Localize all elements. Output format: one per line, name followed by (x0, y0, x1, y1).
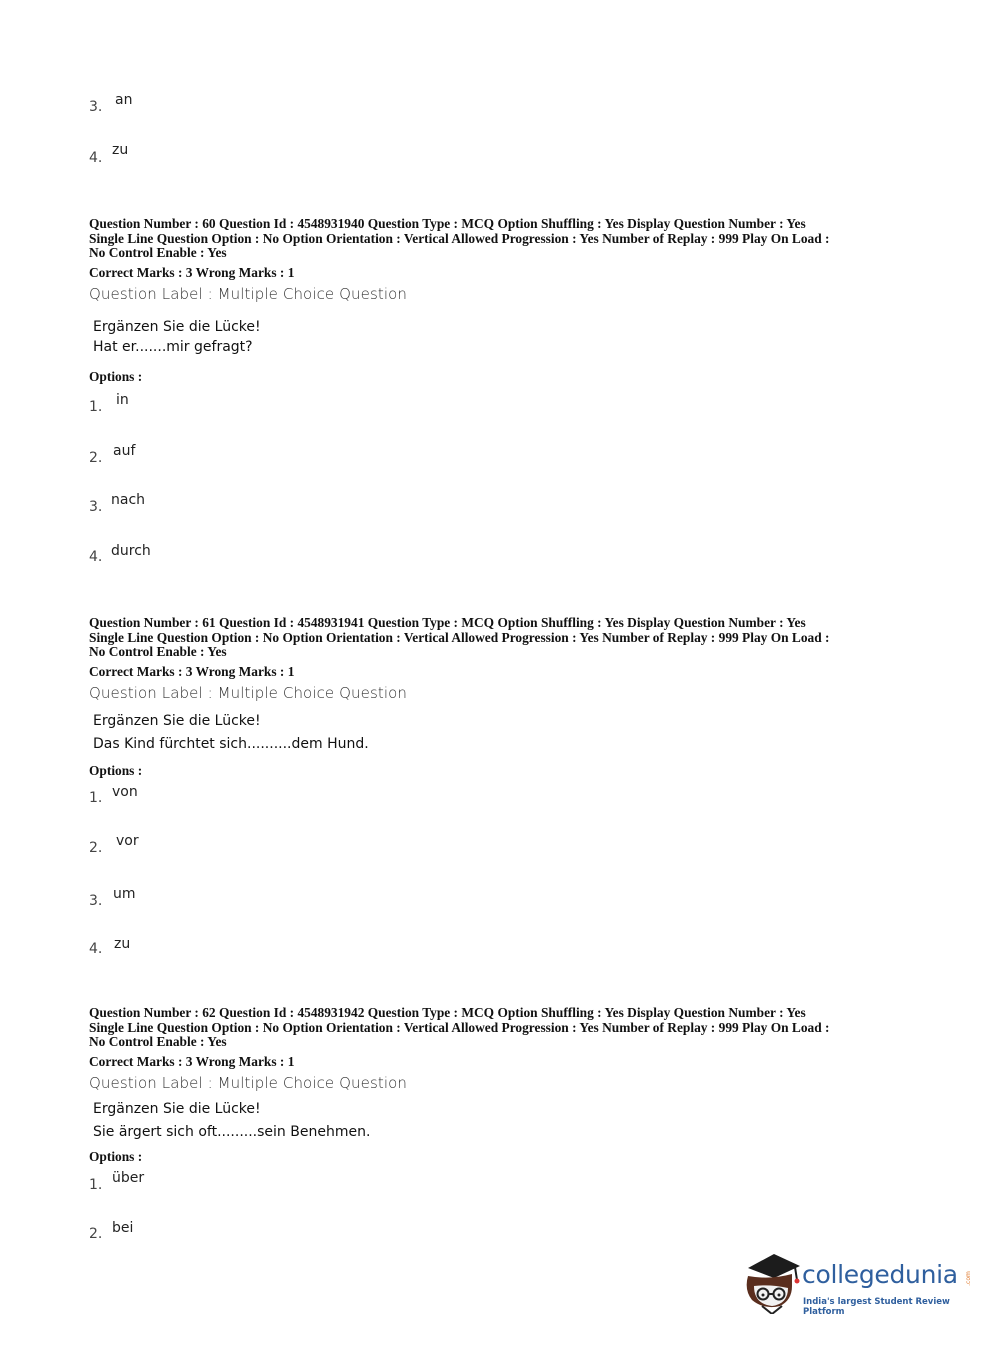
meta-line: No Control Enable : Yes (89, 245, 227, 260)
question-label: Question Label : Multiple Choice Question (89, 1074, 408, 1092)
brand-tagline: India's largest Student Review Platform (803, 1297, 950, 1317)
options-heading: Options : (89, 369, 143, 384)
option-number: 3. (89, 499, 103, 515)
meta-line: Question Number : 62 Question Id : 4548931942 Question Type : MCQ Option Shuffling : Yes Display Question Number : Yes (89, 1005, 806, 1020)
question-label: Question Label : Multiple Choice Question (89, 285, 408, 303)
option-text[interactable]: auf (113, 443, 136, 459)
option-text[interactable]: nach (111, 492, 146, 508)
question-meta (89, 217, 919, 261)
option-text: zu (112, 142, 129, 158)
option-text[interactable]: über (112, 1170, 145, 1186)
question-label: Question Label : Multiple Choice Question (89, 684, 408, 702)
question-text-line: Hat er.......mir gefragt? (93, 339, 253, 355)
question-text (93, 1098, 370, 1144)
question-text-line: Ergänzen Sie die Lücke! (93, 319, 261, 335)
marks-line: Correct Marks : 3 Wrong Marks : 1 (89, 1054, 295, 1069)
question-text-line: Das Kind fürchtet sich..........dem Hund. (93, 736, 369, 752)
meta-line: Single Line Question Option : No Option Orientation : Vertical Allowed Progression : Yes Number of Replay : 999 Play On Load : (89, 629, 830, 645)
meta-line: No Control Enable : Yes (89, 644, 227, 659)
options-heading: Options : (89, 1149, 143, 1164)
question-text-line: Ergänzen Sie die Lücke! (93, 713, 261, 729)
mascot-icon (740, 1250, 802, 1314)
option-number: 1. (89, 1177, 103, 1193)
option-text: an (115, 92, 133, 108)
option-text[interactable]: um (113, 886, 136, 902)
meta-line: Single Line Question Option : No Option Orientation : Vertical Allowed Progression : Yes Number of Replay : 999 Play On Load : (89, 230, 830, 246)
option-number: 2. (89, 1226, 103, 1242)
option-text[interactable]: vor (116, 833, 139, 849)
option-number: 2. (89, 840, 103, 856)
brand-name: collegedunia (802, 1260, 958, 1289)
option-text[interactable]: von (112, 784, 138, 800)
question-text-line: Ergänzen Sie die Lücke! (93, 1101, 261, 1117)
marks-line: Correct Marks : 3 Wrong Marks : 1 (89, 265, 295, 280)
meta-line: No Control Enable : Yes (89, 1034, 227, 1049)
option-text[interactable]: durch (111, 543, 151, 559)
option-text[interactable]: bei (112, 1220, 134, 1236)
option-number: 1. (89, 790, 103, 806)
question-text-line: Sie ärgert sich oft.........sein Benehmen. (93, 1124, 371, 1140)
option-number: 3. (89, 99, 103, 115)
marks-line: Correct Marks : 3 Wrong Marks : 1 (89, 664, 295, 679)
option-text[interactable]: in (116, 392, 129, 408)
meta-line: Question Number : 60 Question Id : 4548931940 Question Type : MCQ Option Shuffling : Yes Display Question Number : Yes (89, 216, 806, 231)
meta-line: Single Line Question Option : No Option Orientation : Vertical Allowed Progression : Yes Number of Replay : 999 Play On Load : (89, 1019, 830, 1035)
option-text[interactable]: zu (114, 936, 131, 952)
option-number: 4. (89, 941, 103, 957)
collegedunia-logo (740, 1250, 970, 1320)
meta-line: Question Number : 61 Question Id : 4548931941 Question Type : MCQ Option Shuffling : Yes Display Question Number : Yes (89, 615, 806, 630)
brand-suffix: .com (964, 1271, 972, 1286)
options-heading: Options : (89, 763, 143, 778)
option-number: 2. (89, 450, 103, 466)
question-meta (89, 1006, 919, 1050)
option-number: 3. (89, 893, 103, 909)
question-meta (89, 616, 919, 660)
question-text (93, 710, 369, 756)
question-text (93, 317, 261, 357)
option-number: 4. (89, 549, 103, 565)
option-number: 1. (89, 399, 103, 415)
option-number: 4. (89, 150, 103, 166)
